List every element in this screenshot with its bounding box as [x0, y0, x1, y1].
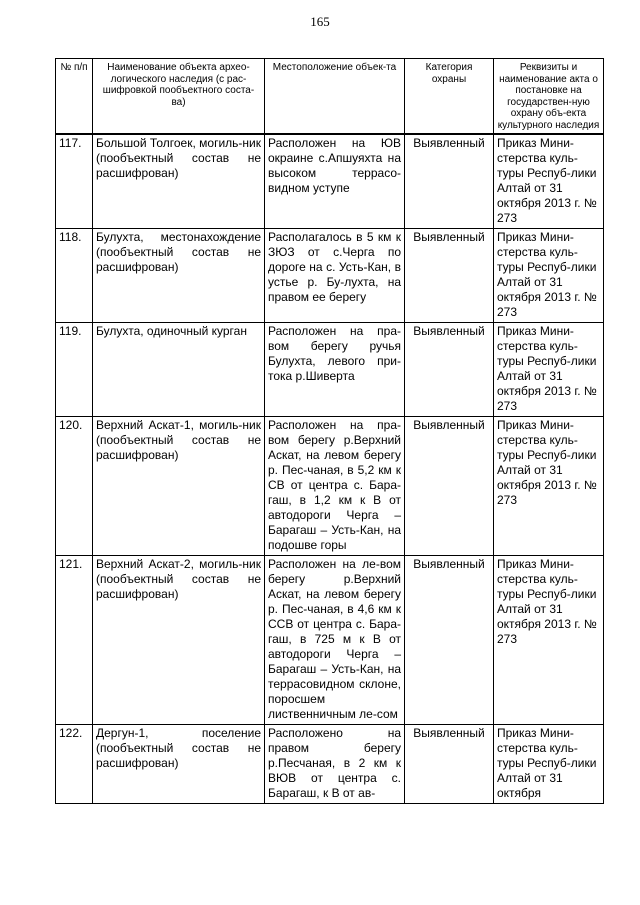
- row-number: 120.: [56, 417, 93, 556]
- header-object-name: Наименование объекта архео-логического наследия (с рас-шифровкой пообъектного соста-ва): [93, 59, 265, 135]
- object-location: Расположен на пра-вом берегу ручья Булухта, левого при-тока р.Шиверта: [265, 323, 405, 417]
- protection-category: Выявленный: [405, 417, 494, 556]
- object-location: Расположено на правом берегу р.Песчаная, в 2 км к ВЮВ от центра с. Барагаш, к В от ав-: [265, 725, 405, 804]
- object-location: Расположен на ЮВ окраине с.Апшуяхта на высоком террасо-видном уступе: [265, 134, 405, 229]
- act-details: Приказ Мини-стерства куль-туры Респуб-лики Алтай от 31 октября 2013 г. № 273: [494, 134, 604, 229]
- table-row: [56, 417, 604, 556]
- object-location: Располагалось в 5 км к ЗЮЗ от с.Черга по дороге на с. Усть-Кан, в устье р. Бу-лухта, на правом ее берегу: [265, 229, 405, 323]
- act-details: Приказ Мини-стерства куль-туры Респуб-лики Алтай от 31 октября: [494, 725, 604, 804]
- heritage-registry-table: [55, 58, 604, 804]
- header-location: Местоположение объек-та: [265, 59, 405, 135]
- row-number: 122.: [56, 725, 93, 804]
- row-number: 118.: [56, 229, 93, 323]
- header-protection-category: Категория охраны: [405, 59, 494, 135]
- object-location: Расположен на ле-вом берегу р.Верхний Аскат, на левом берегу р. Пес-чаная, в 4,6 км к ССВ от центра с. Бара-гаш, в 725 м к В от автодороги Черга – Барагаш – Усть-Кан, на террасовидном склоне, поросшем лиственничным ле-сом: [265, 556, 405, 725]
- object-name: Верхний Аскат-2, могиль-ник (пообъектный состав не расшифрован): [93, 556, 265, 725]
- object-name: Большой Толгоек, могиль-ник (пообъектный состав не расшифрован): [93, 134, 265, 229]
- object-name: Булухта, местонахождение (пообъектный состав не расшифрован): [93, 229, 265, 323]
- row-number: 121.: [56, 556, 93, 725]
- protection-category: Выявленный: [405, 323, 494, 417]
- table-row: [56, 725, 604, 804]
- row-number: 117.: [56, 134, 93, 229]
- table-header-row: [56, 59, 604, 135]
- header-number: № п/п: [56, 59, 93, 135]
- act-details: Приказ Мини-стерства куль-туры Респуб-лики Алтай от 31 октября 2013 г. № 273: [494, 417, 604, 556]
- table-row: [56, 556, 604, 725]
- table-row: [56, 134, 604, 229]
- protection-category: Выявленный: [405, 725, 494, 804]
- protection-category: Выявленный: [405, 556, 494, 725]
- object-name: Дергун-1, поселение (пообъектный состав не расшифрован): [93, 725, 265, 804]
- page-number: 165: [310, 14, 330, 29]
- protection-category: Выявленный: [405, 134, 494, 229]
- object-location: Расположен на пра-вом берегу р.Верхний Аскат, на левом берегу р. Пес-чаная, в 5,2 км к СВ от центра с. Бара-гаш, в 1,2 км к В от автодороги Черга – Барагаш – Усть-Кан, на подошве горы: [265, 417, 405, 556]
- act-details: Приказ Мини-стерства куль-туры Респуб-лики Алтай от 31 октября 2013 г. № 273: [494, 556, 604, 725]
- act-details: Приказ Мини-стерства куль-туры Респуб-лики Алтай от 31 октября 2013 г. № 273: [494, 323, 604, 417]
- row-number: 119.: [56, 323, 93, 417]
- protection-category: Выявленный: [405, 229, 494, 323]
- table-row: [56, 229, 604, 323]
- object-name: Верхний Аскат-1, могиль-ник (пообъектный состав не расшифрован): [93, 417, 265, 556]
- header-act-details: Реквизиты и наименование акта о постановке на государствен-ную охрану объ-екта культурного наследия: [494, 59, 604, 135]
- object-name: Булухта, одиночный курган: [93, 323, 265, 417]
- act-details: Приказ Мини-стерства куль-туры Респуб-лики Алтай от 31 октября 2013 г. № 273: [494, 229, 604, 323]
- table-row: [56, 323, 604, 417]
